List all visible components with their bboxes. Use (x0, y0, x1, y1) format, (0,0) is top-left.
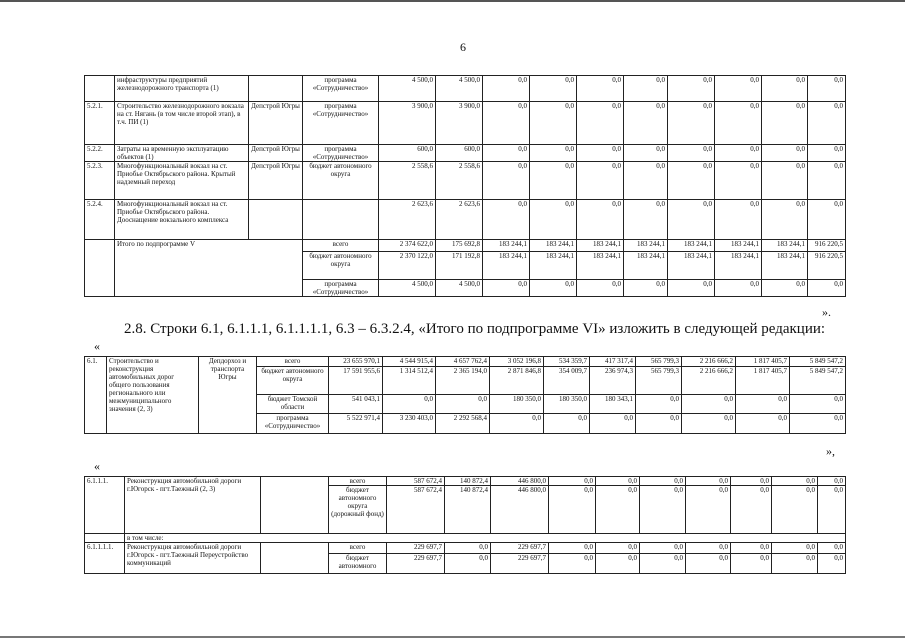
amount-cell: 4 500,0 (436, 76, 483, 102)
scan-top-edge (0, 0, 905, 2)
amount-cell: 0,0 (640, 543, 686, 554)
amount-cell: 183 244,1 (483, 252, 530, 280)
page-number: 6 (460, 40, 466, 54)
amount-cell: 541 043,1 (329, 395, 383, 414)
amount-cell: 0,0 (731, 554, 772, 574)
amount-cell: 4 544 915,4 (383, 357, 436, 367)
row-source: всего (329, 477, 387, 486)
amount-cell: 2 871 846,8 (490, 367, 544, 395)
amount-cell: 0,0 (772, 554, 818, 574)
open-quote-2: « (94, 459, 100, 473)
amount-cell: 229 697,7 (387, 543, 445, 554)
amount-cell: 0,0 (624, 145, 668, 162)
amount-cell: 229 697,7 (387, 554, 445, 574)
amount-cell: 0,0 (715, 280, 762, 297)
amount-cell: 0,0 (668, 76, 715, 102)
amount-cell: 587 672,4 (387, 477, 445, 486)
row-executor (249, 200, 303, 240)
amount-cell: 0,0 (808, 76, 846, 102)
amount-cell: 229 697,7 (491, 554, 549, 574)
amount-cell: 23 655 970,1 (329, 357, 383, 367)
table-row (85, 145, 846, 162)
amount-cell: 2 623,6 (379, 200, 436, 240)
table-row (85, 162, 846, 200)
amount-cell: 183 244,1 (624, 240, 668, 252)
amount-cell: 0,0 (596, 486, 640, 534)
amount-cell: 0,0 (668, 102, 715, 145)
row-6-1-1-1-table (84, 476, 846, 574)
row-executor: Депстрой Югры (249, 162, 303, 200)
amount-cell: 0,0 (686, 554, 731, 574)
amount-cell: 417 317,4 (590, 357, 636, 367)
row-executor: Депстрой Югры (249, 102, 303, 145)
scan-bottom-edge (0, 636, 905, 638)
amount-cell: 0,0 (577, 162, 624, 200)
row-source: всего (303, 240, 379, 252)
total-number (85, 240, 115, 297)
row-number: 5.2.1. (85, 102, 115, 145)
row-source: всего (257, 357, 329, 367)
amount-cell: 0,0 (577, 280, 624, 297)
amount-cell: 0,0 (668, 200, 715, 240)
amount-cell: 3 230 403,0 (383, 414, 436, 434)
row-source: бюджет автономного округа (303, 162, 379, 200)
amount-cell: 3 900,0 (379, 102, 436, 145)
amount-cell: 180 343,1 (590, 395, 636, 414)
amount-cell: 0,0 (736, 395, 790, 414)
amount-cell: 180 350,0 (490, 395, 544, 414)
amount-cell: 0,0 (549, 554, 596, 574)
amount-cell: 4 657 762,4 (436, 357, 490, 367)
amount-cell: 236 974,3 (590, 367, 636, 395)
amount-cell: 0,0 (530, 200, 577, 240)
amount-cell: 0,0 (636, 414, 682, 434)
amount-cell: 0,0 (624, 102, 668, 145)
amount-cell: 0,0 (530, 76, 577, 102)
row-name: Затраты на временную эксплуатацию объектов (1) (115, 145, 249, 162)
amount-cell: 0,0 (808, 280, 846, 297)
amount-cell: 0,0 (445, 543, 491, 554)
amount-cell: 5 522 971,4 (329, 414, 383, 434)
amount-cell: 0,0 (624, 162, 668, 200)
amount-cell: 0,0 (577, 102, 624, 145)
row-number (85, 534, 125, 543)
amount-cell: 0,0 (715, 200, 762, 240)
amount-cell: 600,0 (436, 145, 483, 162)
amount-cell: 2 374 622,0 (379, 240, 436, 252)
amount-cell: 0,0 (624, 200, 668, 240)
amount-cell: 171 192,8 (436, 252, 483, 280)
row-name: Реконструкция автомобильной дороги г.Югорск - пгт.Таежный (2, 3) (125, 477, 261, 534)
amount-cell: 0,0 (490, 414, 544, 434)
row-executor (261, 543, 329, 574)
amount-cell: 175 692,8 (436, 240, 483, 252)
amount-cell: 0,0 (530, 102, 577, 145)
amount-cell: 0,0 (808, 102, 846, 145)
row-source: всего (329, 543, 387, 554)
amount-cell: 0,0 (686, 477, 731, 486)
amount-cell: 0,0 (577, 200, 624, 240)
amount-cell: 3 052 196,8 (490, 357, 544, 367)
amount-cell: 0,0 (483, 162, 530, 200)
amount-cell: 0,0 (596, 543, 640, 554)
amount-cell: 0,0 (762, 200, 808, 240)
row-name: Многофункциональный вокзал на ст. Приобье Октябрьского района. Дооснащение вокзального комплекса (115, 200, 249, 240)
table-row (85, 543, 846, 554)
amount-cell: 183 244,1 (668, 240, 715, 252)
amount-cell: 4 500,0 (379, 76, 436, 102)
amount-cell: 534 359,7 (544, 357, 590, 367)
amount-cell: 2 292 568,4 (436, 414, 490, 434)
open-quote-1: « (94, 339, 100, 353)
row-name: инфраструктуры предприятий железнодорожного транспорта (1) (115, 76, 249, 102)
amount-cell: 0,0 (731, 486, 772, 534)
table-row (85, 102, 846, 145)
amount-cell: 0,0 (445, 554, 491, 574)
amount-cell: 0,0 (640, 486, 686, 534)
row-6-1-table (84, 356, 846, 434)
amount-cell: 565 799,3 (636, 357, 682, 367)
row-number: 6.1.1.1.1. (85, 543, 125, 574)
amount-cell: 0,0 (483, 76, 530, 102)
amount-cell: 0,0 (790, 395, 846, 414)
amount-cell: 2 558,6 (379, 162, 436, 200)
amount-cell: 0,0 (483, 280, 530, 297)
amount-cell: 0,0 (762, 102, 808, 145)
row-source: бюджет автономного округа (257, 367, 329, 395)
amount-cell: 0,0 (483, 102, 530, 145)
amount-cell: 446 800,0 (491, 486, 549, 534)
amount-cell: 0,0 (549, 477, 596, 486)
amount-cell: 0,0 (668, 280, 715, 297)
amount-cell: 0,0 (624, 280, 668, 297)
row-source: бюджет автономного (329, 554, 387, 574)
amount-cell: 0,0 (818, 543, 846, 554)
amount-cell: 916 220,5 (808, 240, 846, 252)
amount-cell: 1 817 405,7 (736, 357, 790, 367)
row-name: Многофункциональный вокзал на ст. Приобье Октябрьского района. Крытый надземный переход (115, 162, 249, 200)
row-executor: Депдорхоз и транспорта Югры (199, 357, 257, 434)
amount-cell: 0,0 (772, 477, 818, 486)
amount-cell: 0,0 (577, 145, 624, 162)
amount-cell: 0,0 (682, 395, 736, 414)
amount-cell: 0,0 (596, 554, 640, 574)
row-number: 5.2.3. (85, 162, 115, 200)
row-executor (249, 76, 303, 102)
amount-cell: 0,0 (544, 414, 590, 434)
amount-cell: 0,0 (790, 414, 846, 434)
row-label: в том числе: (125, 534, 846, 543)
row-name: Реконструкция автомобильной дороги г.Югорск - пгт.Таежный Переустройство коммуникаций (125, 543, 261, 574)
amount-cell: 183 244,1 (577, 252, 624, 280)
close-quote-2: », (826, 444, 835, 458)
amount-cell: 0,0 (808, 145, 846, 162)
amount-cell: 446 800,0 (491, 477, 549, 486)
row-source: программа «Сотрудничество» (303, 145, 379, 162)
amount-cell: 183 244,1 (624, 252, 668, 280)
amount-cell: 140 872,4 (445, 477, 491, 486)
amount-cell: 0,0 (383, 395, 436, 414)
amount-cell: 229 697,7 (491, 543, 549, 554)
amount-cell: 587 672,4 (387, 486, 445, 534)
subprogram-5-table (84, 75, 846, 297)
amount-cell: 183 244,1 (715, 252, 762, 280)
table-row (85, 357, 846, 367)
amount-cell: 0,0 (715, 102, 762, 145)
row-number: 5.2.4. (85, 200, 115, 240)
amount-cell: 0,0 (762, 162, 808, 200)
amount-cell: 183 244,1 (668, 252, 715, 280)
amount-cell: 0,0 (715, 76, 762, 102)
amount-cell: 600,0 (379, 145, 436, 162)
amount-cell: 2 216 666,2 (682, 357, 736, 367)
amount-cell: 183 244,1 (715, 240, 762, 252)
row-source (303, 200, 379, 240)
amount-cell: 0,0 (818, 486, 846, 534)
row-source: программа «Сотрудничество» (303, 76, 379, 102)
amount-cell: 0,0 (668, 162, 715, 200)
amount-cell: 0,0 (772, 486, 818, 534)
amount-cell: 0,0 (530, 280, 577, 297)
close-quote-1: ». (822, 305, 831, 319)
total-row (85, 240, 846, 252)
row-source: программа «Сотрудничество» (303, 280, 379, 297)
row-name: Строительство железнодорожного вокзала на ст. Нягань (в том числе второй этап), в т.ч. ПИ (1) (115, 102, 249, 145)
amount-cell: 4 500,0 (436, 280, 483, 297)
amount-cell: 565 799,3 (636, 367, 682, 395)
amount-cell: 0,0 (624, 76, 668, 102)
amount-cell: 2 623,6 (436, 200, 483, 240)
row-name: Строительство и реконструкция автомобильных дорог общего пользования регионального или межмуниципального значения (2, 3) (107, 357, 199, 434)
amount-cell: 0,0 (772, 543, 818, 554)
amount-cell: 0,0 (686, 486, 731, 534)
amount-cell: 0,0 (731, 543, 772, 554)
amount-cell: 0,0 (762, 280, 808, 297)
table-row (85, 76, 846, 102)
amount-cell: 0,0 (818, 477, 846, 486)
amount-cell: 0,0 (436, 395, 490, 414)
amount-cell: 183 244,1 (762, 252, 808, 280)
amount-cell: 0,0 (715, 145, 762, 162)
row-executor: Депстрой Югры (249, 145, 303, 162)
total-label: Итого по подпрограмме V (115, 240, 303, 297)
amount-cell: 0,0 (640, 554, 686, 574)
amount-cell: 5 849 547,2 (790, 367, 846, 395)
subheading-row (85, 534, 846, 543)
amount-cell: 0,0 (640, 477, 686, 486)
row-source: программа «Сотрудничество» (257, 414, 329, 434)
amount-cell: 180 350,0 (544, 395, 590, 414)
amount-cell: 183 244,1 (530, 252, 577, 280)
amount-cell: 0,0 (530, 162, 577, 200)
amount-cell: 0,0 (549, 543, 596, 554)
amount-cell: 2 216 666,2 (682, 367, 736, 395)
amount-cell: 0,0 (715, 162, 762, 200)
amount-cell: 0,0 (483, 145, 530, 162)
row-source: бюджет автономного округа (дорожный фонд) (329, 486, 387, 534)
amount-cell: 183 244,1 (483, 240, 530, 252)
row-executor (261, 477, 329, 534)
amount-cell: 0,0 (577, 76, 624, 102)
amount-cell: 0,0 (808, 200, 846, 240)
row-source: бюджет Томской области (257, 395, 329, 414)
amount-cell: 0,0 (549, 486, 596, 534)
amount-cell: 3 900,0 (436, 102, 483, 145)
amount-cell: 0,0 (636, 395, 682, 414)
amount-cell: 1 817 405,7 (736, 367, 790, 395)
amount-cell: 0,0 (682, 414, 736, 434)
amount-cell: 0,0 (530, 145, 577, 162)
row-source: программа «Сотрудничество» (303, 102, 379, 145)
amount-cell: 916 220,5 (808, 252, 846, 280)
amount-cell: 0,0 (731, 477, 772, 486)
amount-cell: 2 370 122,0 (379, 252, 436, 280)
amount-cell: 0,0 (818, 554, 846, 574)
amendment-heading: 2.8. Строки 6.1, 6.1.1.1, 6.1.1.1.1, 6.3 – 6.3.2.4, «Итого по подпрограмме VI» изложить в следующей редакции: (124, 321, 826, 337)
row-number: 5.2.2. (85, 145, 115, 162)
amount-cell: 17 591 955,6 (329, 367, 383, 395)
row-number: 6.1. (85, 357, 107, 434)
amount-cell: 2 365 194,0 (436, 367, 490, 395)
amount-cell: 183 244,1 (762, 240, 808, 252)
amount-cell: 0,0 (762, 145, 808, 162)
amount-cell: 140 872,4 (445, 486, 491, 534)
amount-cell: 183 244,1 (577, 240, 624, 252)
amount-cell: 4 500,0 (379, 280, 436, 297)
amount-cell: 0,0 (596, 477, 640, 486)
amount-cell: 2 558,6 (436, 162, 483, 200)
row-number: 6.1.1.1. (85, 477, 125, 534)
table-row (85, 477, 846, 486)
amount-cell: 1 314 512,4 (383, 367, 436, 395)
row-number (85, 76, 115, 102)
amount-cell: 5 849 547,2 (790, 357, 846, 367)
amount-cell: 0,0 (590, 414, 636, 434)
amount-cell: 0,0 (686, 543, 731, 554)
row-source: бюджет автономного округа (303, 252, 379, 280)
amount-cell: 0,0 (668, 145, 715, 162)
amount-cell: 354 009,7 (544, 367, 590, 395)
amount-cell: 0,0 (808, 162, 846, 200)
table-row (85, 200, 846, 240)
amount-cell: 0,0 (736, 414, 790, 434)
amount-cell: 0,0 (762, 76, 808, 102)
amount-cell: 183 244,1 (530, 240, 577, 252)
amount-cell: 0,0 (483, 200, 530, 240)
